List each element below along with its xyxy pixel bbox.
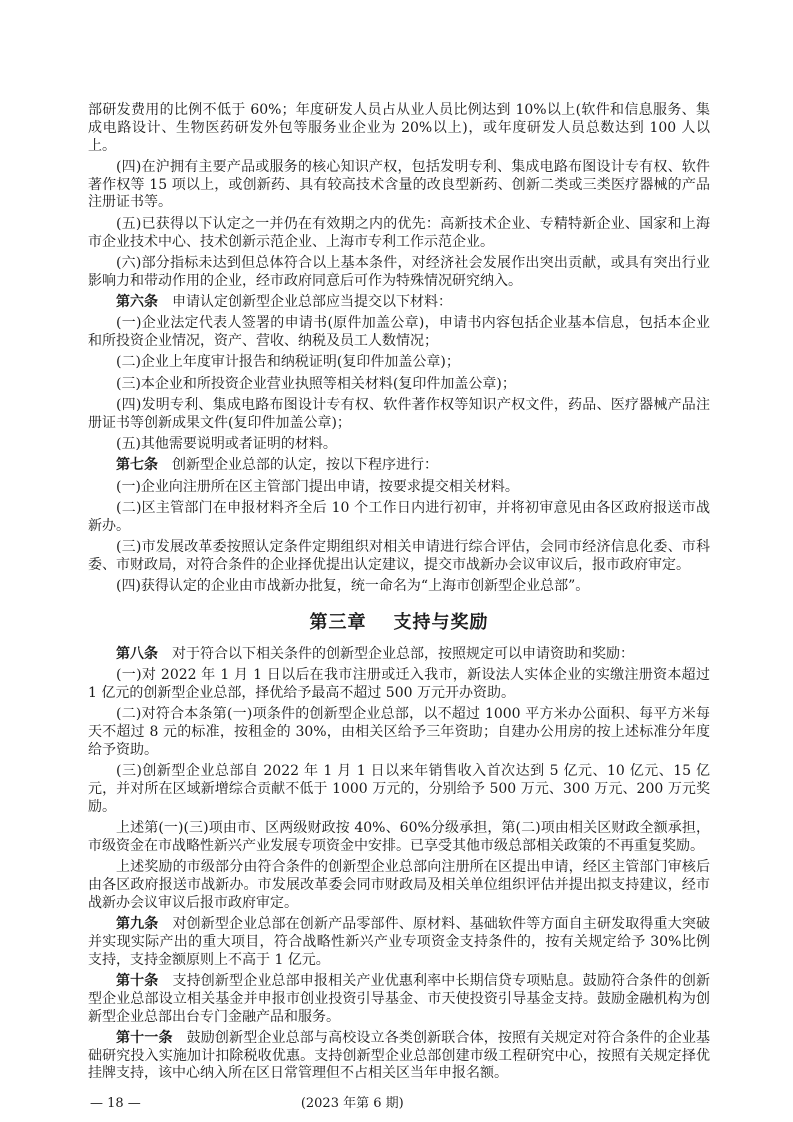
paragraph xyxy=(88,820,710,856)
paragraph-text: (六)部分指标未达到但总体符合以上基本条件，对经济社会发展作出突出贡献，或具有突出行业影响力和带动作用的企业，经市政府同意后可作为特殊情况研究纳入。 xyxy=(88,254,710,289)
article-paragraph xyxy=(88,457,710,475)
paragraph-text: (四)在沪拥有主要产品或服务的核心知识产权，包括发明专利、集成电路布图设计专有权、软件著作权等 15 项以上，或创新药、具有较高技术含量的改良型新药、创新二类或三类医疗器械的产品注册证书等。 xyxy=(88,158,710,211)
article-paragraph xyxy=(88,294,710,312)
article-paragraph xyxy=(88,1030,710,1083)
paragraph-text: (五)已获得以下认定之一并仍在有效期之内的优先：高新技术企业、专精特新企业、国家和上海市企业技术中心、技术创新示范企业、上海市专利工作示范企业。 xyxy=(88,215,710,250)
paragraph-text: 上述第(一)(三)项由市、区两级财政按 40%、60%分级承担，第(二)项由相关区财政全额承担，市级资金在市战略性新兴产业发展专项资金中安排。已享受其他市级总部相关政策的不再重复奖励。 xyxy=(88,820,710,854)
section-support-rewards xyxy=(88,646,710,1083)
paragraph-text: (三)市发展改革委按照认定条件定期组织对相关申请进行综合评估，会同市经济信息化委、市科委、市财政局，对符合条件的企业择优提出认定建议，提交市战新办会议审议后，报市政府审定。 xyxy=(88,539,710,573)
paragraph-text: 对创新型企业总部在创新产品零部件、原材料、基础软件等方面自主研发取得重大突破并实现实际产出的重大项目，符合战略性新兴产业专项资金支持条件的，按有关规定给予 30%比例支持，支持金额原则上不高于 1 亿元。 xyxy=(88,916,711,968)
paragraph xyxy=(88,539,710,575)
paragraph xyxy=(88,216,710,252)
paragraph-text: (四)获得认定的企业由市战新办批复，统一命名为“上海市创新型企业总部”。 xyxy=(116,578,590,595)
paragraph xyxy=(88,159,710,212)
paragraph-text: 部研发费用的比例不低于 60%；年度研发人员占从业人员比例达到 10%以上(软件和信息服务、集成电路设计、生物医药研发外包等服务业企业为 20%以上)，或年度研发人员总数达到 100 人以上。 xyxy=(88,102,710,154)
article-number: 第八条 xyxy=(116,645,158,662)
paragraph-text: (五)其他需要说明或者证明的材料。 xyxy=(116,436,337,453)
chapter-heading xyxy=(88,612,710,634)
article-number: 第九条 xyxy=(116,916,159,933)
paragraph xyxy=(88,255,710,291)
chapter-number: 第三章 xyxy=(309,611,367,633)
article-paragraph xyxy=(88,973,710,1026)
paragraph-text: 鼓励创新型企业总部与高校设立各类创新联合体，按照有关规定对符合条件的企业基础研究投入实施加计扣除税收优惠。支持创新型企业总部创建市级工程研究中心，按照有关规定择优挂牌支持，该中心纳入所在区日常管理但不占相关区当年申报名额。 xyxy=(88,1029,711,1082)
paragraph xyxy=(88,376,710,394)
paragraph-text: 上述奖励的市级部分由符合条件的创新型企业总部向注册所在区提出申请，经区主管部门审核后由各区政府报送市战新办。市发展改革委会同市财政局及相关单位组织评估并提出拟支持建议，经市战新办会议审议后报市政府审定。 xyxy=(88,859,710,911)
paragraph xyxy=(88,436,710,454)
paragraph xyxy=(88,500,710,536)
article-number: 第七条 xyxy=(116,457,158,474)
paragraph-text: 支持创新型企业总部申报相关产业优惠利率中长期信贷专项贴息。鼓励符合条件的创新型企业总部设立相关基金并申报市创业投资引导基金、市天使投资引导基金支持。鼓励金融机构为创新型企业总部出台专门金融产品和服务。 xyxy=(88,972,711,1025)
paragraph xyxy=(88,102,710,155)
paragraph xyxy=(88,315,710,351)
paragraph-text: (三)创新型企业总部自 2022 年 1 月 1 日以来年销售收入首次达到 5 亿元、10 亿元、15 亿元，并对所在区域新增综合贡献不低于 1000 万元的，分别给予 500 万元、300 万元、200 万元奖励。 xyxy=(88,763,710,815)
article-paragraph xyxy=(88,646,710,664)
paragraph-text: (一)企业法定代表人签署的申请书(原件加盖公章)，申请书内容包括企业基本信息，包括本企业和所投资企业情况，资产、营收、纳税及员工人数情况； xyxy=(88,315,710,350)
paragraph-text: (三)本企业和所投资企业营业执照等相关材料(复印件加盖公章)； xyxy=(116,375,516,392)
page-footer xyxy=(88,1095,710,1113)
paragraph-text: (一)企业向注册所在区主管部门提出申请，按要求提交相关材料。 xyxy=(116,478,519,495)
paragraph xyxy=(88,859,710,912)
paragraph xyxy=(88,397,710,433)
paragraph xyxy=(88,578,710,596)
paragraph-text: (四)发明专利、集成电路布图设计专有权、软件著作权等知识产权文件，药品、医疗器械产品注册证书等创新成果文件(复印件加盖公章)； xyxy=(88,396,710,431)
paragraph-text: (二)企业上年度审计报告和纳税证明(复印件加盖公章)； xyxy=(116,354,460,371)
chapter-title: 支持与奖励 xyxy=(393,611,489,633)
paragraph-text: 对于符合以下相关条件的创新型企业总部，按照规定可以申请资助和奖励： xyxy=(172,645,634,662)
article-number: 第十一条 xyxy=(116,1029,173,1046)
section-requirements xyxy=(88,102,710,596)
paragraph-text: (二)区主管部门在申报材料齐全后 10 个工作日内进行初审，并将初审意见由各区政府报送市战新办。 xyxy=(88,499,710,534)
page-number: — 18 — xyxy=(90,1096,141,1112)
paragraph xyxy=(88,479,710,497)
paragraph xyxy=(88,763,710,816)
paragraph-text: 创新型企业总部的认定，按以下程序进行： xyxy=(172,457,438,474)
article-number: 第六条 xyxy=(116,293,158,310)
article-paragraph xyxy=(88,916,710,969)
document-page xyxy=(88,0,710,1083)
paragraph xyxy=(88,354,710,372)
paragraph-text: (一)对 2022 年 1 月 1 日以后在我市注册或迁入我市，新设法人实体企业的实缴注册资本超过 1 亿元的创新型企业总部，择优给予最高不超过 500 万元开办资助。 xyxy=(88,667,710,702)
issue-label: (2023 年第 6 期) xyxy=(300,1096,404,1112)
paragraph xyxy=(88,706,710,759)
paragraph xyxy=(88,667,710,703)
paragraph-text: (二)对符合本条第(一)项条件的创新型企业总部，以不超过 1000 平方米办公面积、每平方米每天不超过 8 元的标准，按租金的 30%，由相关区给予三年资助；自建办公用房的按上述标准分年度给予资助。 xyxy=(88,706,710,758)
article-number: 第十条 xyxy=(116,972,159,989)
paragraph-text: 申请认定创新型企业总部应当提交以下材料： xyxy=(172,293,452,310)
